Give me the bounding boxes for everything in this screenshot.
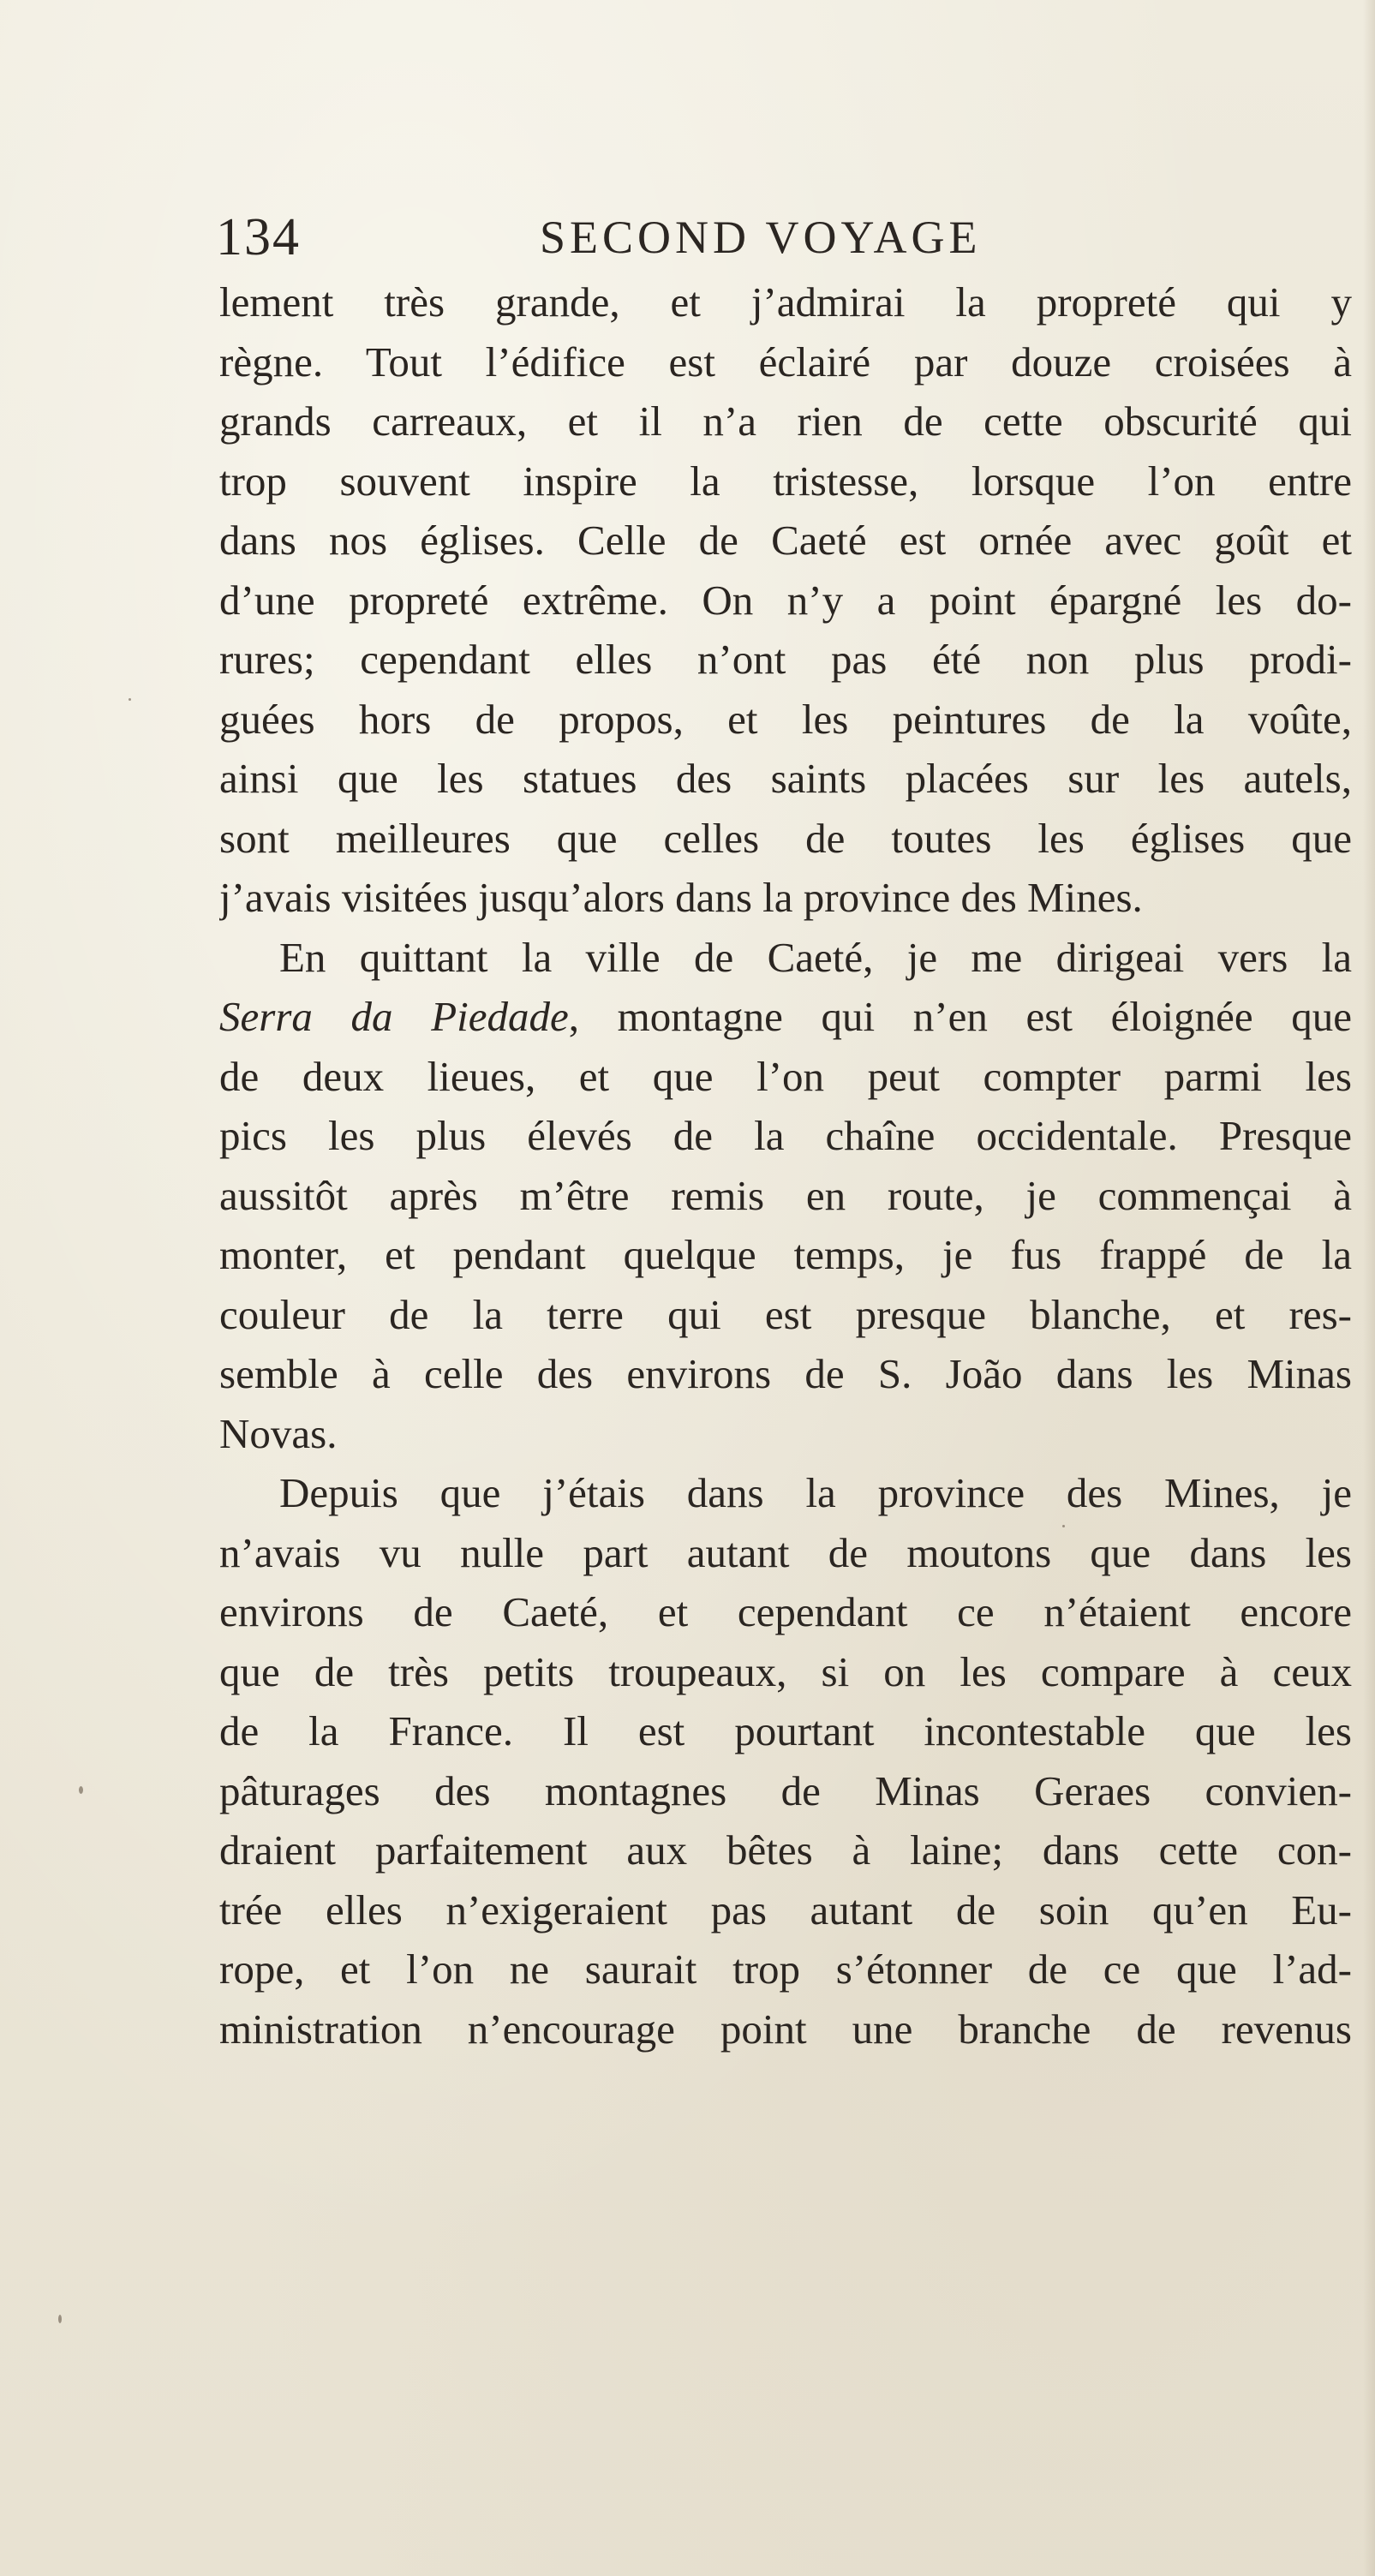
- paper-speck: [79, 1786, 83, 1794]
- text-line: guées hors de propos, et les peintures de la voûte,: [219, 695, 1352, 743]
- text-line: n’avais vu nulle part autant de moutons que dans les: [219, 1528, 1352, 1576]
- body-text: [219, 272, 1352, 2059]
- place-name-italic: Serra da Piedade: [219, 993, 569, 1040]
- text-line: Depuis que j’étais dans la province des Mines, je: [279, 1469, 1352, 1516]
- text-line: trée elles n’exigeraient pas autant de soin qu’en Eu-: [219, 1886, 1352, 1933]
- text-line: lement très grande, et j’admirai la propreté qui y: [219, 278, 1352, 326]
- text-line: j’avais visitées jusqu’alors dans la province des Mines.: [219, 874, 1143, 921]
- running-title: SECOND VOYAGE: [540, 212, 982, 263]
- text-line-rest: , montagne qui n’en est éloignée que: [568, 993, 1352, 1040]
- text-line: draient parfaitement aux bêtes à laine; dans cette con-: [219, 1826, 1352, 1874]
- text-line: trop souvent inspire la tristesse, lorsque l’on entre: [219, 457, 1352, 505]
- text-line: d’une propreté extrême. On n’y a point épargné les do-: [219, 576, 1352, 624]
- text-line: de deux lieues, et que l’on peut compter parmi les: [219, 1052, 1352, 1100]
- text-line: pics les plus élevés de la chaîne occidentale. Presque: [219, 1112, 1352, 1159]
- running-head: [216, 199, 1372, 276]
- text-line: semble à celle des environs de S. João dans les Minas: [219, 1350, 1352, 1397]
- text-line: En quittant la ville de Caeté, je me dirigeai vers la: [279, 933, 1352, 981]
- text-line: couleur de la terre qui est presque blanche, et res-: [219, 1290, 1352, 1338]
- text-line: Novas.: [219, 1409, 338, 1457]
- text-line: monter, et pendant quelque temps, je fus frappé de la: [219, 1231, 1352, 1278]
- text-line: pâturages des montagnes de Minas Geraes convien-: [219, 1766, 1352, 1814]
- text-line: règne. Tout l’édifice est éclairé par douze croisées à: [219, 338, 1352, 386]
- text-line-with-italic: [219, 987, 1352, 1047]
- text-line: de la France. Il est pourtant incontestable que les: [219, 1707, 1352, 1754]
- paper-speck: [129, 698, 131, 701]
- text-line: rures; cependant elles n’ont pas été non plus prodi-: [219, 636, 1352, 683]
- text-line: ainsi que les statues des saints placées sur les autels,: [219, 755, 1352, 802]
- text-line: que de très petits troupeaux, si on les compare à ceux: [219, 1647, 1352, 1695]
- text-line: grands carreaux, et il n’a rien de cette obscurité qui: [219, 397, 1352, 445]
- page-edge: [1363, 0, 1375, 2576]
- paper-speck: [58, 2315, 62, 2323]
- page-number: 134: [216, 208, 301, 266]
- text-line: dans nos églises. Celle de Caeté est ornée avec goût et: [219, 517, 1352, 564]
- text-line: rope, et l’on ne saurait trop s’étonner de ce que l’ad-: [219, 1945, 1352, 1993]
- text-line: environs de Caeté, et cependant ce n’étaient encore: [219, 1588, 1352, 1635]
- paper-speck: [1062, 1525, 1065, 1527]
- text-line: ministration n’encourage point une branche de revenus: [219, 2005, 1352, 2053]
- text-line: aussitôt après m’être remis en route, je commençai à: [219, 1171, 1352, 1219]
- text-line: sont meilleures que celles de toutes les églises que: [219, 814, 1352, 862]
